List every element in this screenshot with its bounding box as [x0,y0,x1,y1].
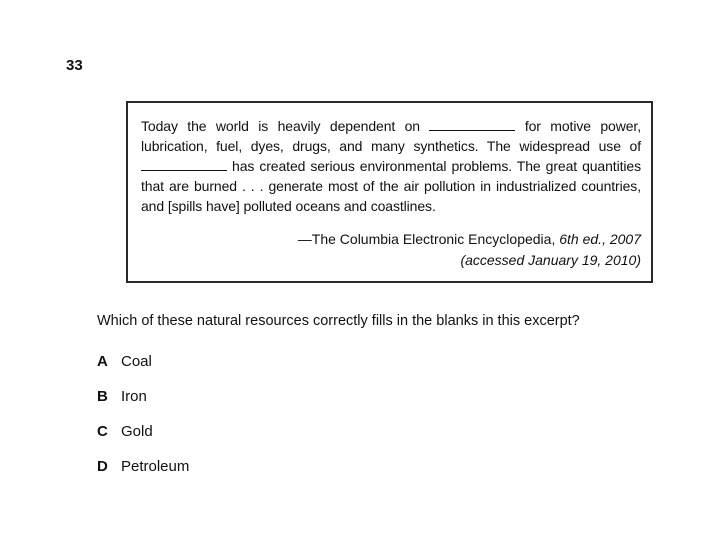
citation [141,229,641,271]
option-text: Gold [121,423,153,440]
excerpt-box [126,101,653,283]
option-text: Iron [121,388,147,405]
option-letter: D [97,458,108,475]
answer-options [97,353,189,493]
citation-accessed: (accessed January 19, 2010) [460,252,641,268]
excerpt-segment-3: has created serious environmental problems. The great quantities that are burned . . . generate most of the air pollution in industrialized countries, and [spills have] polluted oceans and coastlines. [141,158,641,214]
question-text: Which of these natural resources correctly fills in the blanks in this excerpt? [97,313,580,329]
citation-source: —The Columbia Electronic Encyclopedia, [297,231,560,247]
blank-line-2 [141,158,227,171]
option-c[interactable] [97,423,189,458]
option-a[interactable] [97,353,189,388]
citation-edition: 6th ed., 2007 [559,231,641,247]
excerpt-text [141,116,641,216]
blank-line-1 [429,118,515,131]
option-d[interactable] [97,458,189,493]
option-letter: A [97,353,108,370]
excerpt-segment-2: for motive power, lubrication, fuel, dyes, drugs, and many synthetics. The widespread use of [141,118,641,154]
option-b[interactable] [97,388,189,423]
option-text: Coal [121,353,152,370]
option-text: Petroleum [121,458,190,475]
question-number: 33 [66,57,83,74]
option-letter: C [97,423,108,440]
excerpt-segment-1: Today the world is heavily dependent on [141,118,430,134]
option-letter: B [97,388,108,405]
